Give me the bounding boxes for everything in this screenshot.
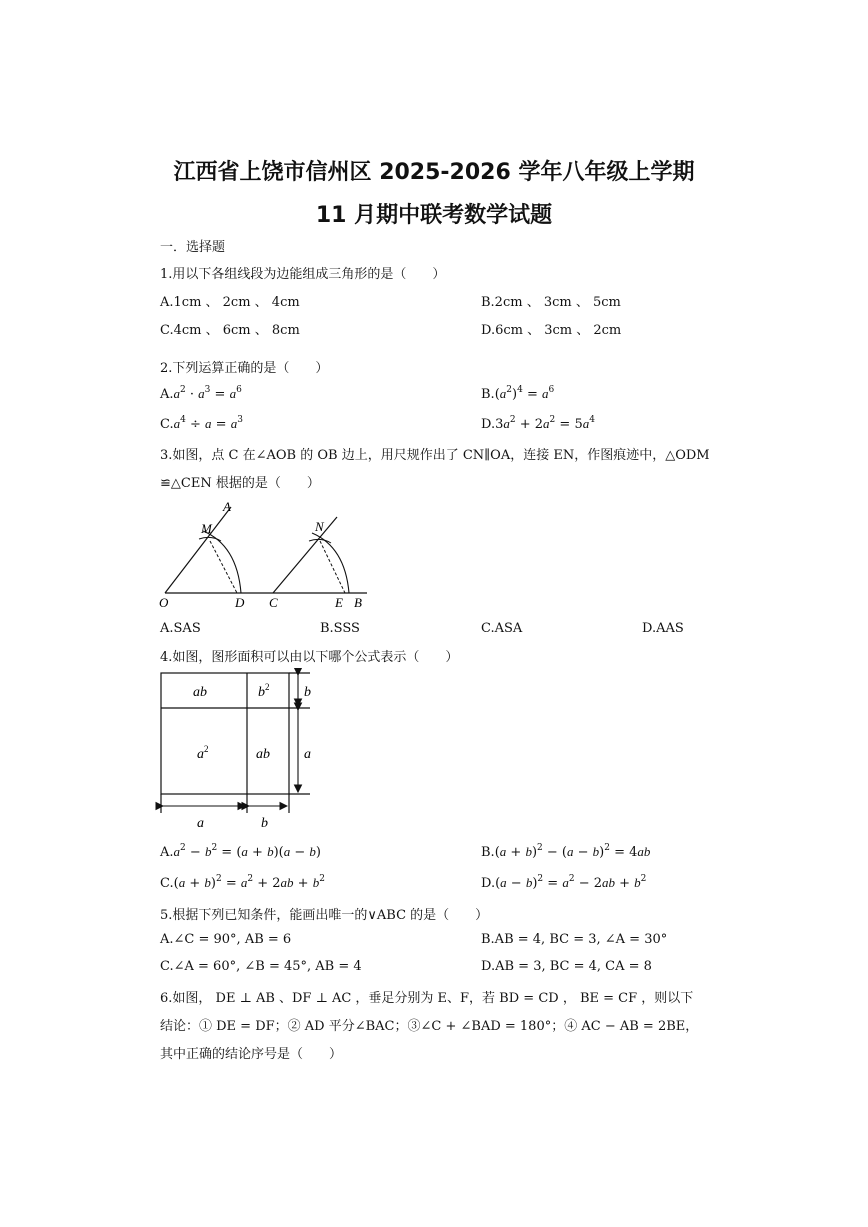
q2-option-a: $A.a^2 \cdot a^3 = a^6$: [160, 385, 242, 402]
label-D: D: [235, 595, 245, 610]
q5-option-a: A.∠C = 90°, AB = 6: [160, 932, 292, 947]
q6-line-1: 6.如图， DE ⊥ AB 、DF ⊥ AC ，垂足分别为 E、F，若 BD = CD ， BE = CF ，则以下: [160, 991, 694, 1006]
q6-line-2: 结论：① DE = DF；② AD 平分∠BAC；③∠C + ∠BAD = 180°；④ AC − AB = 2BE，: [160, 1019, 699, 1034]
label-B: B: [354, 595, 362, 610]
label-C: C: [269, 595, 278, 610]
label-a-bottom: a: [197, 816, 204, 831]
label-b-right: b: [304, 685, 311, 700]
q3-stem-line-2: ≌△CEN 根据的是（ ）: [160, 476, 320, 491]
q3-option-d: D.AAS: [642, 621, 684, 636]
q3-stem-line-1: 3.如图，点 C 在∠AOB 的 OB 边上，用尺规作出了 CN∥OA，连接 EN，作图痕迹中，△ODM: [160, 448, 710, 463]
q4-option-a: $A.a^2 - b^2 = (a + b)(a - b)$: [160, 843, 321, 860]
cell-ab-right: ab: [256, 747, 270, 762]
q2-option-b: $B.(a^2)^4 = a^6$: [481, 385, 555, 402]
q3-option-a: A.SAS: [160, 621, 201, 636]
q1-option-c: C.4cm 、 6cm 、 8cm: [160, 323, 300, 338]
q2-option-d: $D.3a^2 + 2a^2 = 5a^4$: [481, 415, 595, 432]
label-N: N: [315, 519, 324, 534]
label-A: A: [223, 499, 231, 514]
cell-a-squared: $a^2$: [197, 744, 209, 762]
q6-line-3: 其中正确的结论序号是（ ）: [160, 1047, 343, 1062]
section-heading: 一．选择题: [160, 240, 226, 255]
title-line-2: 11 月期中联考数学试题: [315, 203, 553, 228]
q4-option-c: $C.(a + b)^2 = a^2 + 2ab + b^2$: [160, 874, 325, 891]
q5-option-d: D.AB = 3, BC = 4, CA = 8: [481, 959, 652, 974]
label-E: E: [335, 595, 343, 610]
label-a-right: a: [304, 747, 311, 762]
label-O: O: [159, 595, 169, 610]
q3-option-c: C.ASA: [481, 621, 523, 636]
cell-b-squared: $b^2$: [258, 682, 270, 700]
label-M: M: [201, 521, 212, 536]
title-line-1: 江西省上饶市信州区 2025-2026 学年八年级上学期: [173, 160, 695, 185]
q4-option-b: $B.(a + b)^2 - (a - b)^2 = 4ab$: [481, 843, 651, 860]
q3-option-b: B.SSS: [320, 621, 360, 636]
q4-stem: 4.如图，图形面积可以由以下哪个公式表示（ ）: [160, 650, 459, 665]
q5-stem: 5.根据下列已知条件，能画出唯一的∨ABC 的是（ ）: [160, 908, 489, 923]
q1-option-d: D.6cm 、 3cm 、 2cm: [481, 323, 622, 338]
q2-option-c: $C.a^4 \div a = a^3$: [160, 415, 243, 432]
q2-stem: 2.下列运算正确的是（ ）: [160, 361, 329, 376]
q1-option-b: B.2cm 、 3cm 、 5cm: [481, 295, 621, 310]
cell-ab-top: ab: [193, 685, 207, 700]
q5-option-c: C.∠A = 60°, ∠B = 45°, AB = 4: [160, 959, 362, 974]
label-b-bottom: b: [261, 816, 268, 831]
q1-option-a: A.1cm 、 2cm 、 4cm: [160, 295, 300, 310]
q4-figure: [155, 668, 325, 833]
q5-option-b: B.AB = 4, BC = 3, ∠A = 30°: [481, 932, 668, 947]
q1-stem: 1.用以下各组线段为边能组成三角形的是（ ）: [160, 267, 446, 282]
q3-figure: [155, 495, 385, 615]
q4-option-d: $D.(a - b)^2 = a^2 - 2ab + b^2$: [481, 874, 647, 891]
